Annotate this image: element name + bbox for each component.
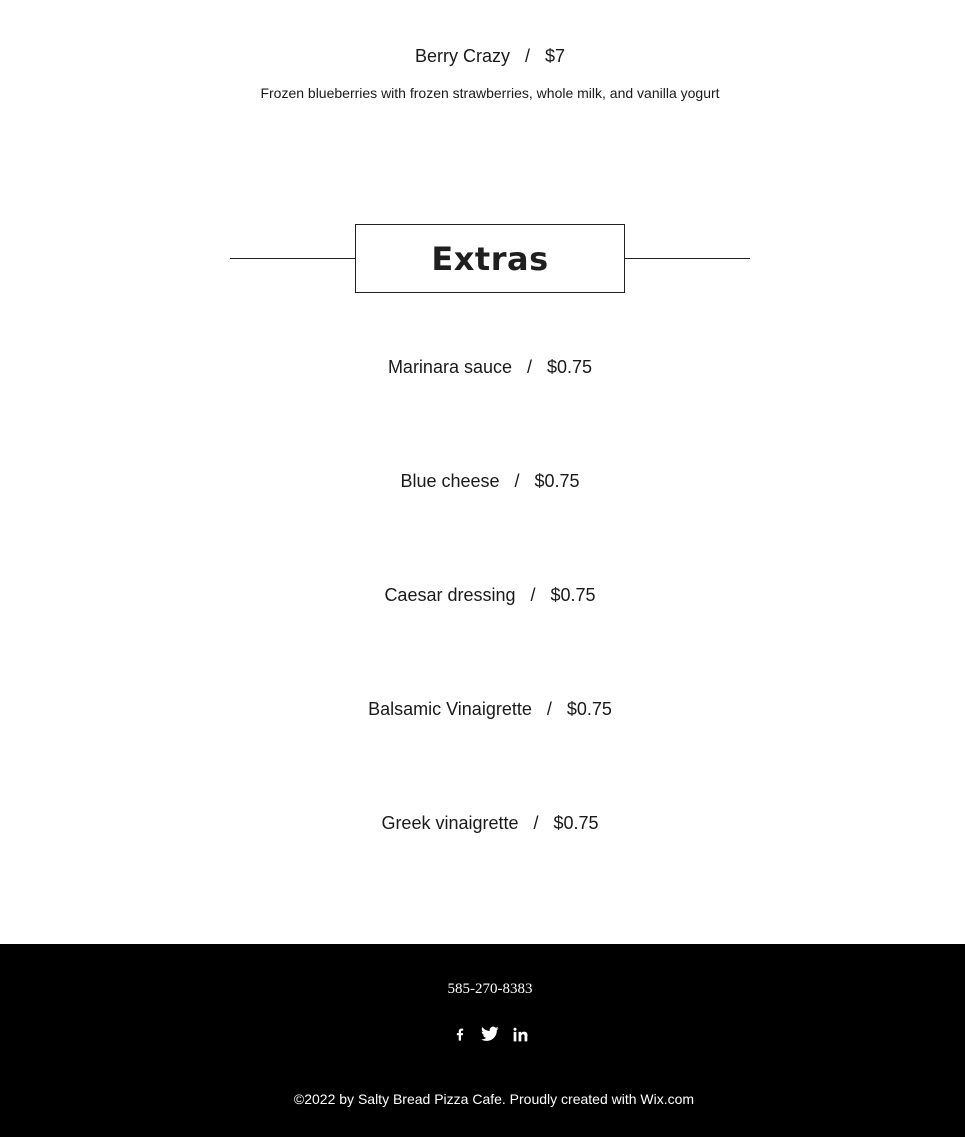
section-heading-box xyxy=(355,224,625,293)
footer-copyright: ©2022 by Salty Bread Pizza Cafe. Proudly created with Wix.com xyxy=(293,1091,695,1107)
twitter-icon-glyph xyxy=(481,1026,499,1042)
extra-item: Caesar dressing / $0.75 xyxy=(384,585,596,605)
extra-item: Marinara sauce / $0.75 xyxy=(387,357,593,377)
extra-item: Blue cheese / $0.75 xyxy=(400,471,580,491)
section-divider-right xyxy=(624,258,750,259)
twitter-icon[interactable] xyxy=(480,1024,500,1044)
menu-item-description: Frozen blueberries with frozen strawberries, whole milk, and vanilla yogurt xyxy=(260,85,720,101)
extra-item: Greek vinaigrette / $0.75 xyxy=(381,813,599,833)
section-heading: Extras xyxy=(431,239,549,278)
section-divider-left xyxy=(230,258,356,259)
facebook-icon-glyph xyxy=(452,1026,468,1042)
linkedin-icon-glyph xyxy=(513,1027,528,1042)
facebook-icon[interactable] xyxy=(450,1024,470,1044)
footer-phone: 585-270-8383 xyxy=(447,981,533,997)
extra-item: Balsamic Vinaigrette / $0.75 xyxy=(368,699,612,719)
linkedin-icon[interactable] xyxy=(510,1024,530,1044)
menu-item-title: Berry Crazy / $7 xyxy=(414,46,566,66)
